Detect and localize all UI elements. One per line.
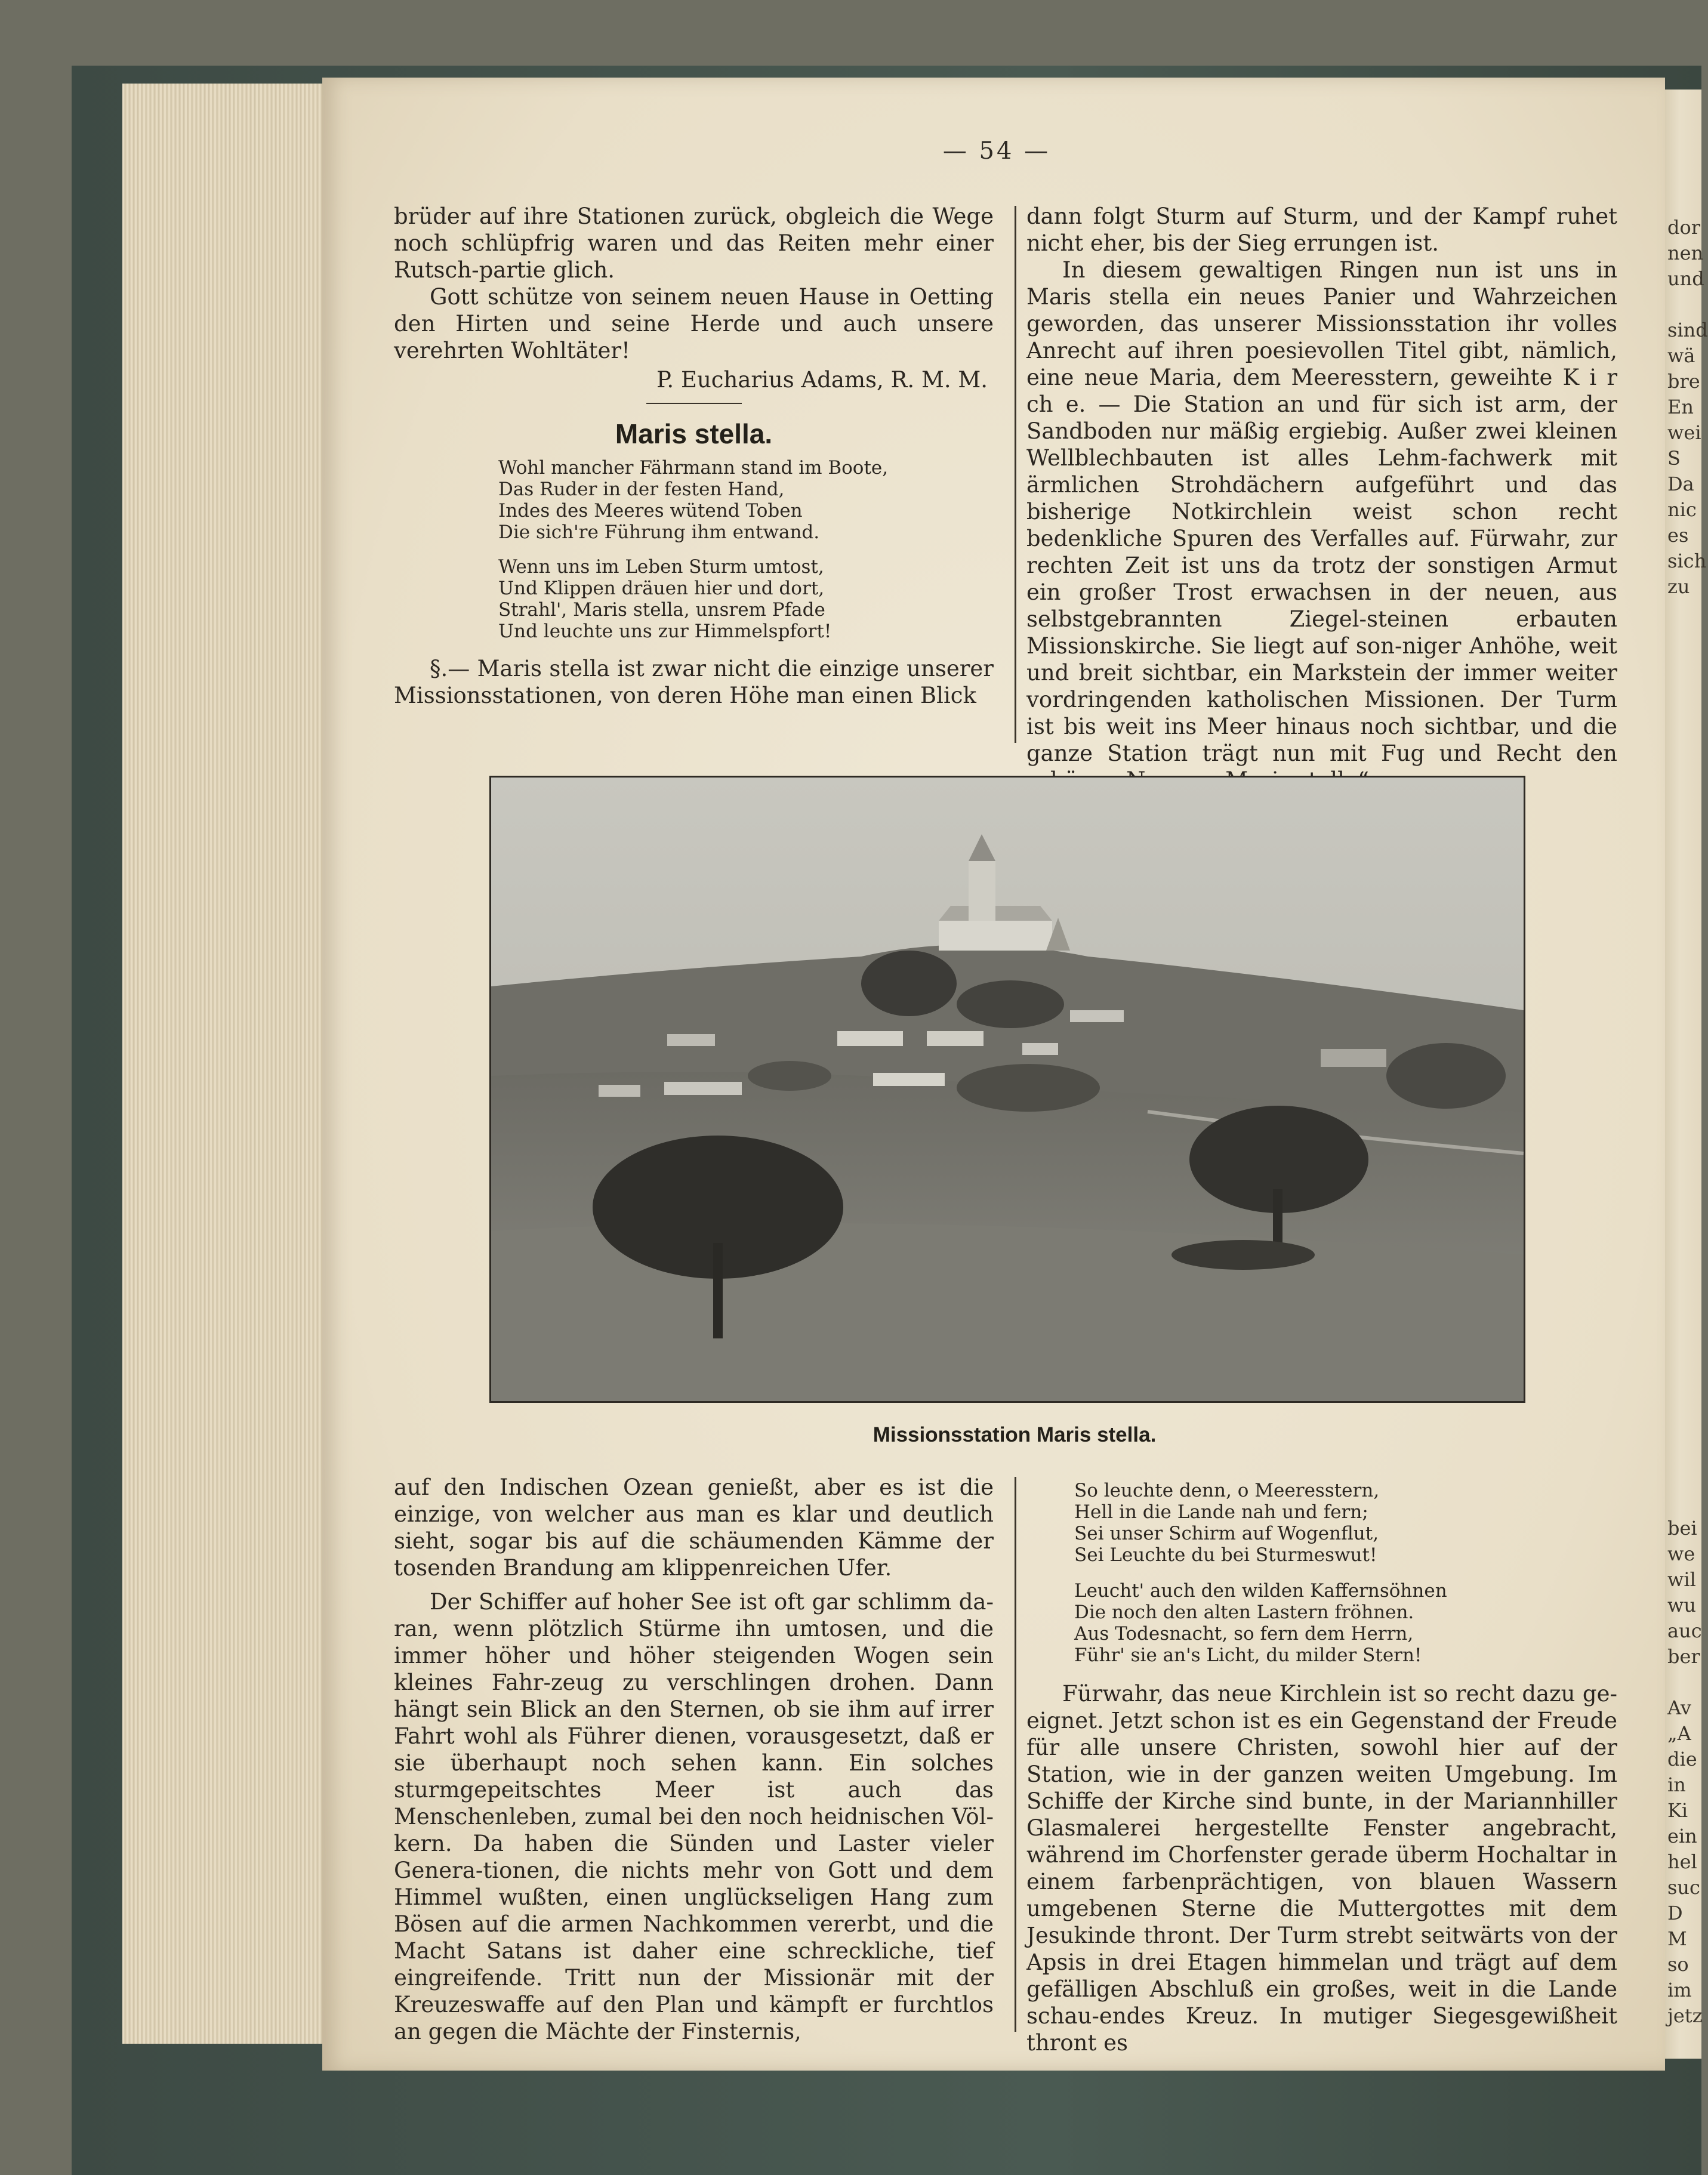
- column-divider: [1015, 206, 1016, 743]
- next-page-fragment: es: [1667, 524, 1689, 547]
- bottom-right-column: [1026, 1480, 1617, 2056]
- poem-stanza: [1026, 1580, 1617, 1666]
- paragraph: brüder auf ihre Stationen zurück, obgleich die Wege noch schlüpfrig waren und das Reiten mehr einer Rutsch-partie glich.: [394, 203, 994, 283]
- signature: P. Eucharius Adams, R. M. M.: [656, 367, 988, 393]
- poem-line: Und leuchte uns zur Himmelspfort!: [498, 621, 832, 642]
- next-page-fragment: wu: [1667, 1594, 1696, 1616]
- poem-line: So leuchte denn, o Meeresstern,: [1074, 1480, 1380, 1501]
- next-page-fragment: und: [1667, 267, 1704, 290]
- next-page-fragment: bei: [1667, 1517, 1697, 1540]
- top-left-column: [394, 203, 994, 709]
- figure-caption: Missionsstation Maris stella.: [873, 1423, 1157, 1446]
- next-page-fragment: auc: [1667, 1619, 1702, 1642]
- next-page-fragment: [1665, 1670, 1703, 1695]
- next-page-fragment: in: [1667, 1773, 1686, 1796]
- poem-line: Wohl mancher Fährmann stand im Boote,: [498, 457, 889, 479]
- poem-line: Wenn uns im Leben Sturm umtost,: [498, 556, 824, 578]
- landscape-illustration: [491, 778, 1524, 1401]
- next-page-fragment: sind: [1667, 319, 1708, 341]
- next-page-fragment: wä: [1667, 344, 1695, 367]
- top-right-column: [1026, 203, 1617, 794]
- poem-line: Sei Leuchte du bei Sturmeswut!: [1074, 1544, 1377, 1566]
- next-page-fragment: wei: [1667, 421, 1701, 444]
- next-page-fragment: hel: [1667, 1850, 1697, 1873]
- poem-line: Indes des Meeres wütend Toben: [498, 500, 803, 522]
- paragraph: In diesem gewaltigen Ringen nun ist uns in Maris stella ein neues Panier und Wahrzeichen geworden, das unserer Missionsstation ihr volles Anrecht auf ihren poesievollen Titel gibt, nämlich, eine neue Maria, dem Meeresstern, geweihte K i r ch e. — Die Station an und für sich ist arm, der Sandboden nur mäßig ergiebig. Außer zwei kleinen Wellblechbauten ist alles Lehm-fachwerk mit ärmlichen Strohdächern aufgeführt und das bisherige Notkirchlein weist schon recht bedenkliche Spuren des Verfalles auf. Fürwahr, zur rechten Zeit ist uns da trotz der sonstigen Armut ein großer Trost erwachsen in der neuen, aus selbstgebrannten Ziegel-steinen erbauten Missionskirche. Sie liegt auf son-niger Anhöhe, weit und breit sichtbar, ein Markstein der immer weiter vordringenden katholischen Missionen. Der Turm ist bis weit ins Meer hinaus noch sichtbar, und die ganze Station trägt nun mit Fug und Recht den: [1026, 257, 1617, 766]
- column-divider: [1015, 1477, 1016, 2032]
- poem-line: Das Ruder in der festen Hand,: [498, 479, 785, 500]
- next-page-fragment: bre: [1667, 370, 1700, 393]
- poem-line: Sei unser Schirm auf Wogenflut,: [1074, 1523, 1379, 1544]
- bottom-left-column: [394, 1474, 994, 2045]
- next-page-fragment: we: [1667, 1542, 1695, 1565]
- next-page-edge: [1665, 90, 1708, 2059]
- next-page-fragment: Da: [1667, 473, 1694, 495]
- poem-line: Strahl', Maris stella, unsrem Pfade: [498, 599, 825, 621]
- poem-line: Führ' sie an's Licht, du milder Stern!: [1074, 1645, 1422, 1666]
- church-tower: [969, 861, 995, 921]
- divider: [646, 403, 742, 404]
- poem-title: Maris stella.: [615, 418, 773, 449]
- next-page-fragments-top: [1665, 215, 1708, 600]
- poem-line: Und Klippen dräuen hier und dort,: [498, 578, 825, 599]
- poem-line: Die noch den alten Lastern fröhnen.: [1074, 1602, 1414, 1623]
- mission-station-photo: [489, 776, 1525, 1403]
- poem-line: Die sich're Führung ihm entwand.: [498, 522, 820, 543]
- page-stack-edges: [122, 84, 327, 2044]
- paragraph: Fürwahr, das neue Kirchlein ist so recht dazu ge-eignet. Jetzt schon ist es ein Gegenstand der Freude für alle unsere Christen, sowohl hier auf der Station, wie in der ganzen weiten Umgebung. Im Schiffe der Kirche sind bunte, in der Mariannhiller Glasmalerei hergestellte Fenster angebracht, während im Chorfenster gerade überm Hochaltar in einem farbenprächtigen, von blauen Wassern umgebenen Sterne die Muttergottes mit dem Jesukinde thront. Der Turm strebt seitwärts von der Apsis in drei Etagen himmelan und trägt auf dem gefälligen Abschluß ein großes, weit in die Lande schau-endes Kreuz. In mutiger Siegesgewißheit thront es: [1026, 1681, 1617, 2056]
- next-page-fragment: ein: [1667, 1825, 1697, 1847]
- next-page-fragment: jetz: [1667, 2004, 1703, 2027]
- next-page-fragment: suc: [1667, 1876, 1700, 1899]
- poem-stanza: [394, 457, 994, 543]
- next-page-fragment: im: [1667, 1979, 1692, 2001]
- next-page-fragment: Av: [1667, 1696, 1691, 1719]
- poem-stanza: [394, 556, 994, 642]
- poem-line: Aus Todesnacht, so fern dem Herrn,: [1074, 1623, 1414, 1645]
- next-page-fragment: „A: [1667, 1722, 1691, 1745]
- next-page-fragment: ber: [1667, 1645, 1700, 1668]
- next-page-fragment: S: [1667, 447, 1681, 470]
- next-page-fragments-bottom: [1665, 1516, 1703, 2029]
- next-page-fragment: Ki: [1667, 1799, 1688, 1822]
- next-page-fragment: dor: [1667, 216, 1701, 239]
- church-nave: [939, 921, 1052, 951]
- next-page-fragment: zu: [1667, 575, 1690, 598]
- next-page-fragment: nen: [1667, 242, 1704, 264]
- page-number: — 54 —: [942, 137, 1051, 165]
- next-page-fragment: sich: [1667, 550, 1707, 572]
- next-page-fragment: D: [1667, 1902, 1683, 1924]
- paragraph: dann folgt Sturm auf Sturm, und der Kampf ruhet nicht eher, bis der Sieg errungen ist.: [1026, 203, 1617, 256]
- poem-line: Hell in die Lande nah und fern;: [1074, 1501, 1368, 1523]
- next-page-fragment: M: [1667, 1927, 1687, 1950]
- paragraph: Gott schütze von seinem neuen Hause in Oetting den Hirten und seine Herde und auch unsere verehrten Wohltäter!: [394, 284, 994, 363]
- next-page-fragment: nic: [1667, 498, 1697, 521]
- paragraph: §.— Maris stella ist zwar nicht die einzige unserer Missionsstationen, von deren Höhe man einen Blick: [394, 656, 994, 708]
- poem-stanza: [1026, 1480, 1617, 1566]
- next-page-fragment: die: [1667, 1748, 1697, 1770]
- poem-line: Leucht' auch den wilden Kaffernsöhnen: [1074, 1580, 1447, 1602]
- next-page-fragment: [1665, 292, 1708, 317]
- next-page-fragment: so: [1667, 1953, 1689, 1976]
- paragraph: Der Schiffer auf hoher See ist oft gar schlimm da-ran, wenn plötzlich Stürme ihn umtosen, und die immer höher und höher steigenden Wogen sein kleines Fahr-zeug zu verschlingen drohen. Dann hängt sein Blick an den Sternen, ob sie ihm auf irrer Fahrt wohl als Führer dienen, vorausgesetzt, daß er sie überhaupt noch sehen kann. Ein solches sturmgepeitschtes Meer ist auch das Menschenleben, zumal bei den noch heidnischen Völ-kern. Da haben die Sünden und Laster vieler Genera-tionen, die nichts mehr von Gott und dem Himmel wußten, einen unglückseligen Hang zum Bösen auf die armen Nachkommen vererbt, und die Macht Satans ist daher eine schreckliche, tief eingreifende. Tritt nun der Missionär mit der Kreuzeswaffe auf den Plan und kämpft er furchtlos an gegen die Mächte der Finsternis,: [394, 1589, 994, 2044]
- next-page-fragment: En: [1667, 396, 1694, 418]
- paragraph: auf den Indischen Ozean genießt, aber es ist die einzige, von welcher aus man es klar und deutlich sieht, sogar bis auf die schäumenden Kämme der tosenden Brandung am klippenreichen Ufer.: [394, 1474, 994, 1581]
- next-page-fragment: wil: [1667, 1568, 1696, 1591]
